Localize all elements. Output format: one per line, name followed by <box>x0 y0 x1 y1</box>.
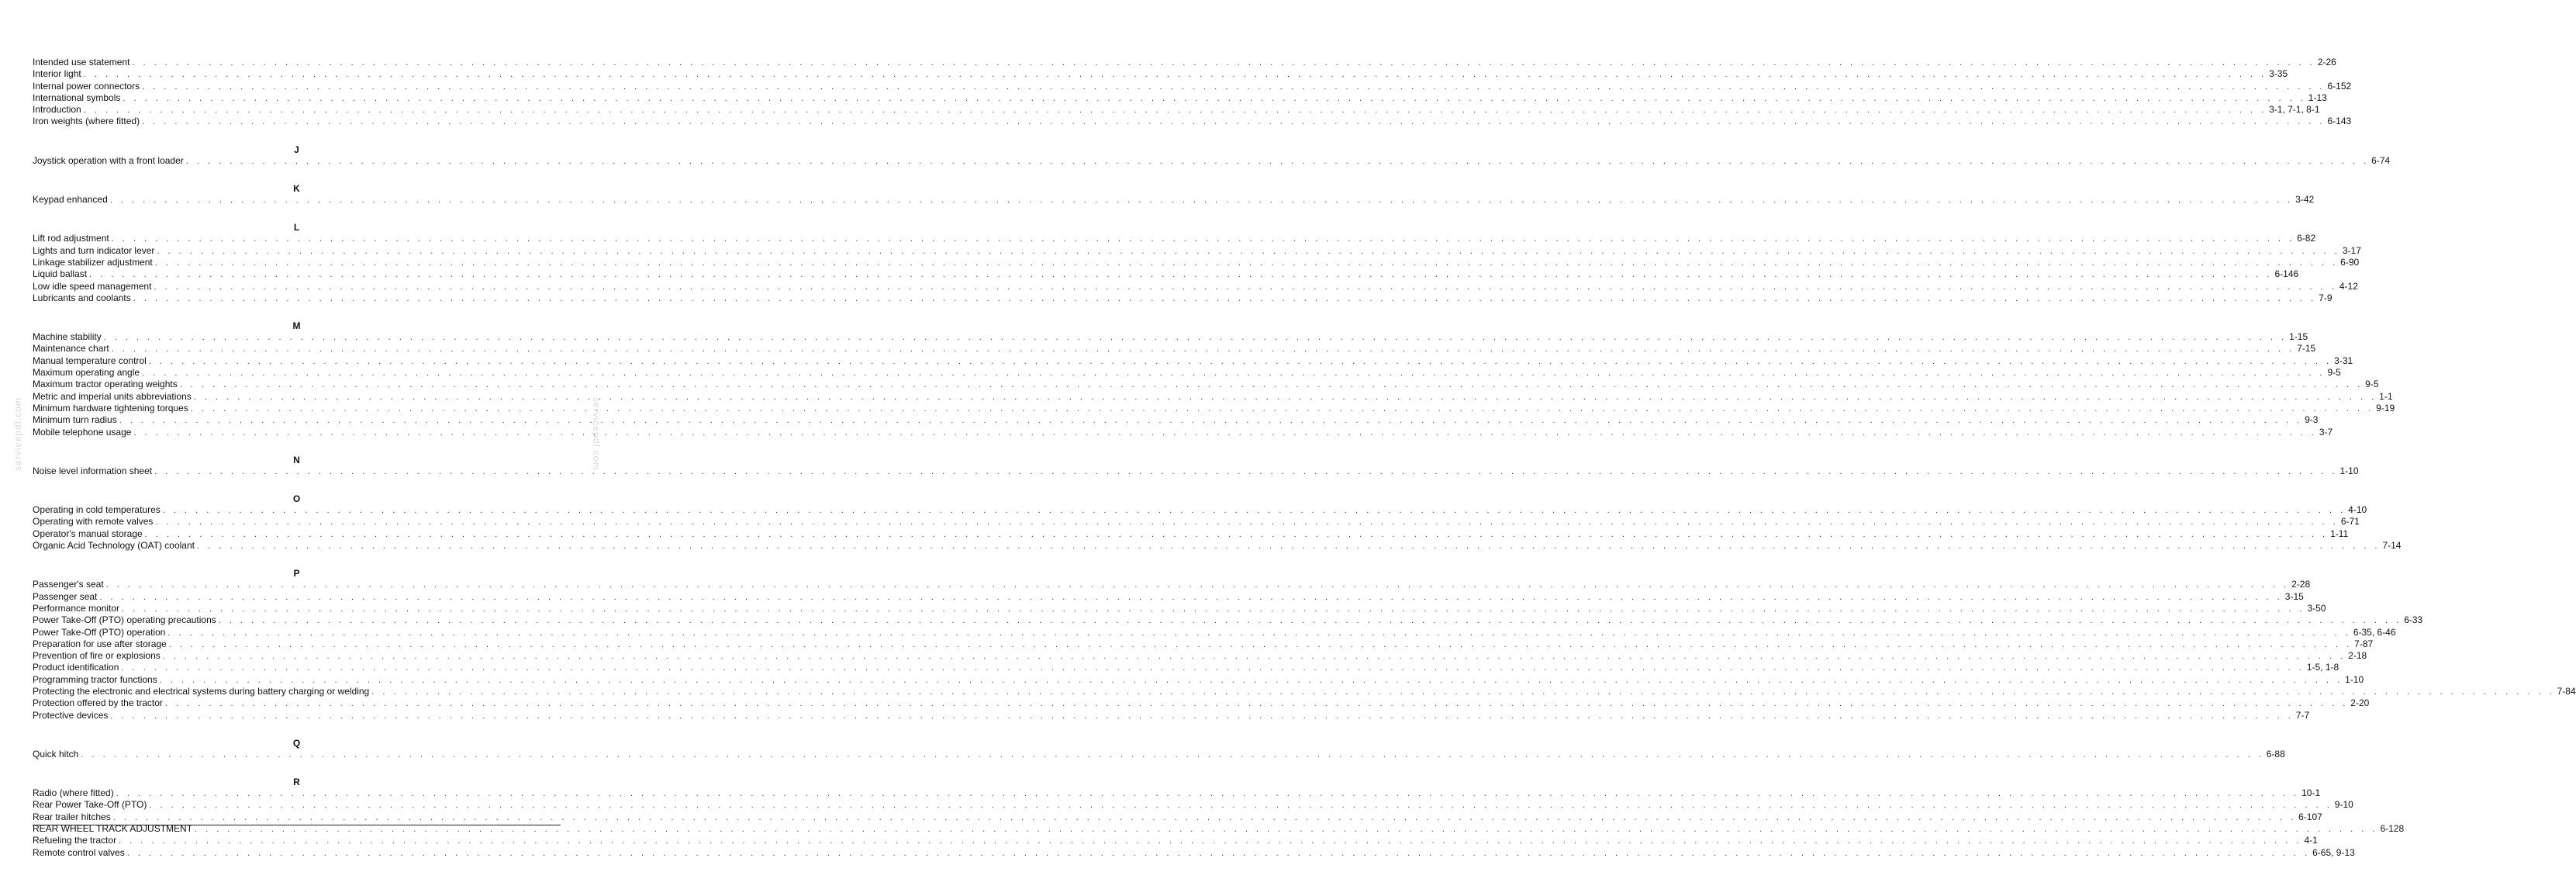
page-reference: 3-50 <box>2307 602 2326 614</box>
index-entry <box>33 465 2359 477</box>
dot-leader: . . . . . . . . . . . . . . . . . . . . . . . . . . . . . . . . . . . . . . . . . . . . . . . . . . . . . . . . . . . . . . . . . . . . . . . . . . . . . . . . . . . . . . . . . . . . . . . . . . . . . . . . . . . . . . . . . . . . . . . . . . . . . . . . . . . . . . . . . . . . . . . . . . . . . . . . . . . . . . . . . . . . . . . . . . . . . . . . . . . . . . . . . . . . . . . . . . . . . . . . <box>185 156 2370 166</box>
index-entry <box>33 414 2319 426</box>
index-term: Maximum tractor operating weights <box>33 379 178 390</box>
index-term: Interior light <box>33 68 81 80</box>
page-reference: 1-13 <box>2308 92 2327 103</box>
index-term: Radio (where fitted) <box>33 787 114 799</box>
page-reference: 9-5 <box>2365 379 2379 390</box>
dot-leader: . . . . . . . . . . . . . . . . . . . . . . . . . . . . . . . . . . . . . . . . . . . . . . . . . . . . . . . . . . . . . . . . . . . . . . . . . . . . . . . . . . . . . . . . . . . . . . . . . . . . . . . . . . . . . . . . . . . . . . . . . . . . . . . . . . . . . . . . . . . . . . . . . . . . . . . . . . . . . . . . . . . . . . . . . . . . . . . . . . . . . . . . . . . . . . . . . . . . . . . . <box>155 517 2339 528</box>
index-entry <box>33 57 2336 68</box>
page-reference: 6-71 <box>2340 516 2360 528</box>
index-term: Minimum hardware tightening torques <box>33 402 188 414</box>
page-reference: 10-1 <box>2301 787 2321 799</box>
dot-leader: . . . . . . . . . . . . . . . . . . . . . . . . . . . . . . . . . . . . . . . . . . . . . . . . . . . . . . . . . . . . . . . . . . . . . . . . . . . . . . . . . . . . . . . . . . . . . . . . . . . . . . . . . . . . . . . . . . . . . . . . . . . . . . . . . . . . . . . . . . . . . . . . . . . . . . . . . . . . . . . . . . . . . . . . . . . . . . . . . . . . . . . . . . . . . . . . . . . . . . . . <box>133 427 2317 438</box>
index-entry <box>33 799 2353 811</box>
dot-leader: . . . . . . . . . . . . . . . . . . . . . . . . . . . . . . . . . . . . . . . . . . . . . . . . . . . . . . . . . . . . . . . . . . . . . . . . . . . . . . . . . . . . . . . . . . . . . . . . . . . . . . . . . . . . . . . . . . . . . . . . . . . . . . . . . . . . . . . . . . . . . . . . . . . . . . . . . . . . . . . . . . . . . . . . . . . . . . . . . . . . . . . . . . . . . . . . . . . . . . . . <box>81 749 2264 760</box>
section-letter-n: N <box>293 454 300 465</box>
index-term: Lights and turn indicator lever <box>33 244 155 256</box>
page-reference: 9-5 <box>2327 367 2341 379</box>
dot-leader: . . . . . . . . . . . . . . . . . . . . . . . . . . . . . . . . . . . . . . . . . . . . . . . . . . . . . . . . . . . . . . . . . . . . . . . . . . . . . . . . . . . . . . . . . . . . . . . . . . . . . . . . . . . . . . . . . . . . . . . . . . . . . . . . . . . . . . . . . . . . . . . . . . . . . . . . . . . . . . . . . . . . . . . . . . . . . . . . . . . . . . . . . . . . . . . . . . . . . . . . <box>111 234 2295 244</box>
page-reference: 6-74 <box>2371 154 2391 166</box>
index-term: Metric and imperial units abbreviations <box>33 390 192 402</box>
dot-leader: . . . . . . . . . . . . . . . . . . . . . . . . . . . . . . . . . . . . . . . . . . . . . . . . . . . . . . . . . . . . . . . . . . . . . . . . . . . . . . . . . . . . . . . . . . . . . . . . . . . . . . . . . . . . . . . . . . . . . . . . . . . . . . . . . . . . . . . . . . . . . . . . . . . . . . . . . . . . . . . . . . . . . . . . . . . . . . . . . . . . . . . . . . . . . . . . . . . . . . . . <box>148 356 2333 366</box>
page-reference: 3-1, 7-1, 8-1 <box>2269 104 2320 116</box>
page-reference: 1-11 <box>2330 528 2349 539</box>
index-entry <box>33 590 2304 603</box>
section-letter-m: M <box>292 320 301 332</box>
dot-leader: . . . . . . . . . . . . . . . . . . . . . . . . . . . . . . . . . . . . . . . . . . . . . . . . . . . . . . . . . . . . . . . . . . . . . . . . . . . . . . . . . . . . . . . . . . . . . . . . . . . . . . . . . . . . . . . . . . . . . . . . . . . . . . . . . . . . . . . . . . . . . . . . . . . . . . . . . . . . . . . . . . . . . . . . . . . . . . . . . . . . . . . . . . . . . . . . . . . . . . . . <box>218 616 2402 626</box>
dot-leader: . . . . . . . . . . . . . . . . . . . . . . . . . . . . . . . . . . . . . . . . . . . . . . . . . . . . . . . . . . . . . . . . . . . . . . . . . . . . . . . . . . . . . . . . . . . . . . . . . . . . . . . . . . . . . . . . . . . . . . . . . . . . . . . . . . . . . . . . . . . . . . . . . . . . . . . . . . . . . . . . . . . . . . . . . . . . . . . . . . . . . . . . . . . . . . . . . . . . . . . . <box>110 711 2294 721</box>
index-entry <box>33 355 2353 367</box>
index-term: Organic Acid Technology (OAT) coolant <box>33 540 195 552</box>
index-entry <box>33 811 2322 823</box>
index-term: Passenger seat <box>33 590 98 602</box>
dot-leader: . . . . . . . . . . . . . . . . . . . . . . . . . . . . . . . . . . . . . . . . . . . . . . . . . . . . . . . . . . . . . . . . . . . . . . . . . . . . . . . . . . . . . . . . . . . . . . . . . . . . . . . . . . . . . . . . . . . . . . . . . . . . . . . . . . . . . . . . . . . . . . . . . . . . . . . . . . . . . . . . . . . . . . . . . . . . . . . . . . . . . . . . . . . . . . . . . . . . . . . . <box>126 848 2311 858</box>
dot-leader: . . . . . . . . . . . . . . . . . . . . . . . . . . . . . . . . . . . . . . . . . . . . . . . . . . . . . . . . . . . . . . . . . . . . . . . . . . . . . . . . . . . . . . . . . . . . . . . . . . . . . . . . . . . . . . . . . . . . . . . . . . . . . . . . . . . . . . . . . . . . . . . . . . . . . . . . . . . . . . . . . . . . . . . . . . . . . . . . . . . . . . . . . . . . . . . . . . . . . . . . <box>111 344 2295 355</box>
dot-leader: . . . . . . . . . . . . . . . . . . . . . . . . . . . . . . . . . . . . . . . . . . . . . . . . . . . . . . . . . . . . . . . . . . . . . . . . . . . . . . . . . . . . . . . . . . . . . . . . . . . . . . . . . . . . . . . . . . . . . . . . . . . . . . . . . . . . . . . . . . . . . . . . . . . . . . . . . . . . . . . . . . . . . . . . . . . . . . . . . . . . . . . . . . . . . . . . . . . . . . . . <box>371 687 2555 697</box>
index-entry <box>33 748 2285 760</box>
watermark-right: servicepdf.com <box>591 397 602 471</box>
index-entry <box>33 528 2349 540</box>
index-term: Preparation for use after storage <box>33 638 167 649</box>
index-term: Lift rod adjustment <box>33 233 109 244</box>
page-reference: 4-12 <box>2339 280 2358 292</box>
index-entry <box>33 697 2370 709</box>
index-term: Protective devices <box>33 709 109 721</box>
index-term: Operating in cold temperatures <box>33 504 161 516</box>
section-letter-q: Q <box>292 737 301 749</box>
dot-leader: . . . . . . . . . . . . . . . . . . . . . . . . . . . . . . . . . . . . . . . . . . . . . . . . . . . . . . . . . . . . . . . . . . . . . . . . . . . . . . . . . . . . . . . . . . . . . . . . . . . . . . . . . . . . . . . . . . . . . . . . . . . . . . . . . . . . . . . . . . . . . . . . . . . . . . . . . . . . . . . . . . . . . . . . . . . . . . . . . . . . . . . . . . . . . . . . . . . . . . . . <box>162 506 2346 516</box>
page-reference: 3-35 <box>2269 68 2288 80</box>
dot-leader: . . . . . . . . . . . . . . . . . . . . . . . . . . . . . . . . . . . . . . . . . . . . . . . . . . . . . . . . . . . . . . . . . . . . . . . . . . . . . . . . . . . . . . . . . . . . . . . . . . . . . . . . . . . . . . . . . . . . . . . . . . . . . . . . . . . . . . . . . . . . . . . . . . . . . . . . . . . . . . . . . . . . . . . . . . . . . . . . . . . . . . . . . . . . . . . . . . . . . . . . <box>99 592 2283 602</box>
page-reference: 1-15 <box>2289 331 2308 343</box>
page-reference: 1-10 <box>2339 465 2359 476</box>
watermark-left: servicepdf.com <box>12 397 23 471</box>
page-reference: 6-82 <box>2297 233 2316 244</box>
dot-leader: . . . . . . . . . . . . . . . . . . . . . . . . . . . . . . . . . . . . . . . . . . . . . . . . . . . . . . . . . . . . . . . . . . . . . . . . . . . . . . . . . . . . . . . . . . . . . . . . . . . . . . . . . . . . . . . . . . . . . . . . . . . . . . . . . . . . . . . . . . . . . . . . . . . . . . . . . . . . . . . . . . . . . . . . . . . . . . . . . . . . . . . . . . . . . . . . . . . . . . . . <box>193 392 2377 402</box>
page-reference: 6-146 <box>2274 268 2299 280</box>
index-entry <box>33 835 2318 846</box>
page-reference: 1-10 <box>2345 673 2364 685</box>
index-term: Lubricants and coolants <box>33 292 131 303</box>
dot-leader: . . . . . . . . . . . . . . . . . . . . . . . . . . . . . . . . . . . . . . . . . . . . . . . . . . . . . . . . . . . . . . . . . . . . . . . . . . . . . . . . . . . . . . . . . . . . . . . . . . . . . . . . . . . . . . . . . . . . . . . . . . . . . . . . . . . . . . . . . . . . . . . . . . . . . . . . . . . . . . . . . . . . . . . . . . . . . . . . . . . . . . . . . . . . . . . . . . . . . . . . <box>83 106 2267 116</box>
index-term: Keypad enhanced <box>33 194 108 206</box>
dot-leader: . . . . . . . . . . . . . . . . . . . . . . . . . . . . . . . . . . . . . . . . . . . . . . . . . . . . . . . . . . . . . . . . . . . . . . . . . . . . . . . . . . . . . . . . . . . . . . . . . . . . . . . . . . . . . . . . . . . . . . . . . . . . . . . . . . . . . . . . . . . . . . . . . . . . . . . . . . . . . . . . . . . . . . . . . . . . . . . . . . . . . . . . . . . . . . . . . . . . . . . . <box>103 333 2288 343</box>
page-reference: 7-7 <box>2295 709 2310 721</box>
dot-leader: . . . . . . . . . . . . . . . . . . . . . . . . . . . . . . . . . . . . . . . . . . . . . . . . . . . . . . . . . . . . . . . . . . . . . . . . . . . . . . . . . . . . . . . . . . . . . . . . . . . . . . . . . . . . . . . . . . . . . . . . . . . . . . . . . . . . . . . . . . . . . . . . . . . . . . . . . . . . . . . . . . . . . . . . . . . . . . . . . . . . . . . . . . . . . . . . . . . . . . . . <box>154 282 2337 292</box>
dot-leader: . . . . . . . . . . . . . . . . . . . . . . . . . . . . . . . . . . . . . . . . . . . . . . . . . . . . . . . . . . . . . . . . . . . . . . . . . . . . . . . . . . . . . . . . . . . . . . . . . . . . . . . . . . . . . . . . . . . . . . . . . . . . . . . . . . . . . . . . . . . . . . . . . . . . . . . . . . . . . . . . . . . . . . . . . . . . . . . . . . . . . . . . . . . . . . . . . . . . . . . . <box>190 403 2374 414</box>
page-reference: 3-7 <box>2319 426 2333 438</box>
index-term: Mobile telephone usage <box>33 426 132 438</box>
index-term: Intended use statement <box>33 57 130 67</box>
index-term: Operating with remote valves <box>33 516 154 528</box>
index-term: Liquid ballast <box>33 268 88 280</box>
index-entry <box>33 626 2396 638</box>
dot-leader: . . . . . . . . . . . . . . . . . . . . . . . . . . . . . . . . . . . . . . . . . . . . . . . . . . . . . . . . . . . . . . . . . . . . . . . . . . . . . . . . . . . . . . . . . . . . . . . . . . . . . . . . . . . . . . . . . . . . . . . . . . . . . . . . . . . . . . . . . . . . . . . . . . . . . . . . . . . . . . . . . . . . . . . . . . . . . . . . . . . . . . . . . . . . . . . . . . . . . . . . <box>154 466 2338 476</box>
index-entry <box>33 343 2316 355</box>
page-reference: 3-31 <box>2334 355 2353 366</box>
page-reference: 2-28 <box>2291 579 2311 590</box>
index-entry <box>33 256 2360 268</box>
index-term: Noise level information sheet <box>33 465 153 476</box>
dot-leader: . . . . . . . . . . . . . . . . . . . . . . . . . . . . . . . . . . . . . . . . . . . . . . . . . . . . . . . . . . . . . . . . . . . . . . . . . . . . . . . . . . . . . . . . . . . . . . . . . . . . . . . . . . . . . . . . . . . . . . . . . . . . . . . . . . . . . . . . . . . . . . . . . . . . . . . . . . . . . . . . . . . . . . . . . . . . . . . . . . . . . . . . . . . . . . . . . . . . . . . . <box>142 81 2326 92</box>
index-term: REAR WHEEL TRACK ADJUSTMENT <box>33 823 193 835</box>
page-reference: 6-152 <box>2327 80 2352 92</box>
index-term: Protection offered by the tractor <box>33 697 163 709</box>
index-entry <box>33 268 2299 280</box>
dot-leader: . . . . . . . . . . . . . . . . . . . . . . . . . . . . . . . . . . . . . . . . . . . . . . . . . . . . . . . . . . . . . . . . . . . . . . . . . . . . . . . . . . . . . . . . . . . . . . . . . . . . . . . . . . . . . . . . . . . . . . . . . . . . . . . . . . . . . . . . . . . . . . . . . . . . . . . . . . . . . . . . . . . . . . . . . . . . . . . . . . . . . . . . . . . . . . . . . . . . . . . . <box>149 801 2333 811</box>
dot-leader: . . . . . . . . . . . . . . . . . . . . . . . . . . . . . . . . . . . . . . . . . . . . . . . . . . . . . . . . . . . . . . . . . . . . . . . . . . . . . . . . . . . . . . . . . . . . . . . . . . . . . . . . . . . . . . . . . . . . . . . . . . . . . . . . . . . . . . . . . . . . . . . . . . . . . . . . . . . . . . . . . . . . . . . . . . . . . . . . . . . . . . . . . . . . . . . . . . . . . . . . <box>144 529 2329 539</box>
dot-leader: . . . . . . . . . . . . . . . . . . . . . . . . . . . . . . . . . . . . . . . . . . . . . . . . . . . . . . . . . . . . . . . . . . . . . . . . . . . . . . . . . . . . . . . . . . . . . . . . . . . . . . . . . . . . . . . . . . . . . . . . . . . . . . . . . . . . . . . . . . . . . . . . . . . . . . . . . . . . . . . . . . . . . . . . . . . . . . . . . . . . . . . . . . . . . . . . . . . . . . . . <box>123 93 2306 103</box>
index-entry <box>33 614 2423 626</box>
index-entry <box>33 516 2360 528</box>
index-entry <box>33 154 2391 167</box>
index-term: International symbols <box>33 92 121 103</box>
page-reference: 6-143 <box>2327 116 2352 127</box>
section-letter-r: R <box>293 777 300 788</box>
index-term: Iron weights (where fitted) <box>33 116 140 127</box>
index-entry <box>33 402 2395 414</box>
page-reference: 6-65, 9-13 <box>2312 846 2355 858</box>
dot-leader: . . . . . . . . . . . . . . . . . . . . . . . . . . . . . . . . . . . . . . . . . . . . . . . . . . . . . . . . . . . . . . . . . . . . . . . . . . . . . . . . . . . . . . . . . . . . . . . . . . . . . . . . . . . . . . . . . . . . . . . . . . . . . . . . . . . . . . . . . . . . . . . . . . . . . . . . . . . . . . . . . . . . . . . . . . . . . . . . . . . . . . . . . . . . . . . . . . . . . . . . <box>109 196 2294 206</box>
dot-leader: . . . . . . . . . . . . . . . . . . . . . . . . . . . . . . . . . . . . . . . . . . . . . . . . . . . . . . . . . . . . . . . . . . . . . . . . . . . . . . . . . . . . . . . . . . . . . . . . . . . . . . . . . . . . . . . . . . . . . . . . . . . . . . . . . . . . . . . . . . . . . . . . . . . . . . . . . . . . . . . . . . . . . . . . . . . . . . . . . . . . . . . . . . . . . . . . . . . . . . . . <box>195 825 2378 835</box>
page-reference: 7-9 <box>2319 292 2333 303</box>
dot-leader: . . . . . . . . . . . . . . . . . . . . . . . . . . . . . . . . . . . . . . . . . . . . . . . . . . . . . . . . . . . . . . . . . . . . . . . . . . . . . . . . . . . . . . . . . . . . . . . . . . . . . . . . . . . . . . . . . . . . . . . . . . . . . . . . . . . . . . . . . . . . . . . . . . . . . . . . . . . . . . . . . . . . . . . . . . . . . . . . . . . . . . . . . . . . . . . . . . . . . . . . <box>121 663 2305 673</box>
dot-leader: . . . . . . . . . . . . . . . . . . . . . . . . . . . . . . . . . . . . . . . . . . . . . . . . . . . . . . . . . . . . . . . . . . . . . . . . . . . . . . . . . . . . . . . . . . . . . . . . . . . . . . . . . . . . . . . . . . . . . . . . . . . . . . . . . . . . . . . . . . . . . . . . . . . . . . . . . . . . . . . . . . . . . . . . . . . . . . . . . . . . . . . . . . . . . . . . . . . . . . . . <box>119 836 2302 846</box>
index-entry <box>33 709 2310 721</box>
index-term: Linkage stabilizer adjustment <box>33 256 153 268</box>
dot-leader: . . . . . . . . . . . . . . . . . . . . . . . . . . . . . . . . . . . . . . . . . . . . . . . . . . . . . . . . . . . . . . . . . . . . . . . . . . . . . . . . . . . . . . . . . . . . . . . . . . . . . . . . . . . . . . . . . . . . . . . . . . . . . . . . . . . . . . . . . . . . . . . . . . . . . . . . . . . . . . . . . . . . . . . . . . . . . . . . . . . . . . . . . . . . . . . . . . . . . . . . <box>133 293 2317 303</box>
index-entry <box>33 426 2333 438</box>
dot-leader: . . . . . . . . . . . . . . . . . . . . . . . . . . . . . . . . . . . . . . . . . . . . . . . . . . . . . . . . . . . . . . . . . . . . . . . . . . . . . . . . . . . . . . . . . . . . . . . . . . . . . . . . . . . . . . . . . . . . . . . . . . . . . . . . . . . . . . . . . . . . . . . . . . . . . . . . . . . . . . . . . . . . . . . . . . . . . . . . . . . . . . . . . . . . . . . . . . . . . . . . <box>162 652 2346 662</box>
dot-leader: . . . . . . . . . . . . . . . . . . . . . . . . . . . . . . . . . . . . . . . . . . . . . . . . . . . . . . . . . . . . . . . . . . . . . . . . . . . . . . . . . . . . . . . . . . . . . . . . . . . . . . . . . . . . . . . . . . . . . . . . . . . . . . . . . . . . . . . . . . . . . . . . . . . . . . . . . . . . . . . . . . . . . . . . . . . . . . . . . . . . . . . . . . . . . . . . . . . . . . . . <box>89 270 2273 280</box>
page-reference: 6-90 <box>2340 256 2360 268</box>
dot-leader: . . . . . . . . . . . . . . . . . . . . . . . . . . . . . . . . . . . . . . . . . . . . . . . . . . . . . . . . . . . . . . . . . . . . . . . . . . . . . . . . . . . . . . . . . . . . . . . . . . . . . . . . . . . . . . . . . . . . . . . . . . . . . . . . . . . . . . . . . . . . . . . . . . . . . . . . . . . . . . . . . . . . . . . . . . . . . . . . . . . . . . . . . . . . . . . . . . . . . . . . <box>142 369 2326 379</box>
index-term: Maintenance chart <box>33 343 109 355</box>
index-entry <box>33 331 2308 343</box>
index-entry <box>33 280 2358 292</box>
index-entry <box>33 390 2393 403</box>
dot-leader: . . . . . . . . . . . . . . . . . . . . . . . . . . . . . . . . . . . . . . . . . . . . . . . . . . . . . . . . . . . . . . . . . . . . . . . . . . . . . . . . . . . . . . . . . . . . . . . . . . . . . . . . . . . . . . . . . . . . . . . . . . . . . . . . . . . . . . . . . . . . . . . . . . . . . . . . . . . . . . . . . . . . . . . . . . . . . . . . . . . . . . . . . . . . . . . . . . . . . . . . <box>167 628 2351 638</box>
page-reference: 3-15 <box>2284 590 2304 602</box>
index-entry <box>33 80 2352 92</box>
section-letter-l: L <box>293 222 300 234</box>
dot-leader: . . . . . . . . . . . . . . . . . . . . . . . . . . . . . . . . . . . . . . . . . . . . . . . . . . . . . . . . . . . . . . . . . . . . . . . . . . . . . . . . . . . . . . . . . . . . . . . . . . . . . . . . . . . . . . . . . . . . . . . . . . . . . . . . . . . . . . . . . . . . . . . . . . . . . . . . . . . . . . . . . . . . . . . . . . . . . . . . . . . . . . . . . . . . . . . . . . . . . . . . <box>132 58 2315 67</box>
index-entry <box>33 685 2576 697</box>
index-term: Performance monitor <box>33 602 120 614</box>
index-entry <box>33 638 2374 650</box>
dot-leader: . . . . . . . . . . . . . . . . . . . . . . . . . . . . . . . . . . . . . . . . . . . . . . . . . . . . . . . . . . . . . . . . . . . . . . . . . . . . . . . . . . . . . . . . . . . . . . . . . . . . . . . . . . . . . . . . . . . . . . . . . . . . . . . . . . . . . . . . . . . . . . . . . . . . . . . . . . . . . . . . . . . . . . . . . . . . . . . . . . . . . . . . . . . . . . . . . . . . . . . . <box>159 675 2343 685</box>
index-entry <box>33 244 2361 257</box>
page-reference: 9-10 <box>2334 799 2353 811</box>
dot-leader: . . . . . . . . . . . . . . . . . . . . . . . . . . . . . . . . . . . . . . . . . . . . . . . . . . . . . . . . . . . . . . . . . . . . . . . . . . . . . . . . . . . . . . . . . . . . . . . . . . . . . . . . . . . . . . . . . . . . . . . . . . . . . . . . . . . . . . . . . . . . . . . . . . . . . . . . . . . . . . . . . . . . . . . . . . . . . . . . . . . . . . . . . . . . . . . . . . . . . . . . <box>154 258 2339 268</box>
index-entry <box>33 540 2402 552</box>
page-reference: 6-35, 6-46 <box>2353 626 2396 638</box>
index-term: Rear trailer hitches <box>33 811 111 822</box>
index-term: Manual temperature control <box>33 355 147 366</box>
section-letter-o: O <box>292 493 301 505</box>
page-reference: 3-42 <box>2295 194 2315 206</box>
index-term: Operator's manual storage <box>33 528 143 539</box>
index-entry <box>33 104 2320 116</box>
page-reference: 6-107 <box>2298 811 2322 822</box>
page-reference: 2-20 <box>2350 697 2370 709</box>
page-reference: 1-1 <box>2379 390 2393 402</box>
index-entry <box>33 292 2333 304</box>
index-entry <box>33 504 2367 516</box>
dot-leader: . . . . . . . . . . . . . . . . . . . . . . . . . . . . . . . . . . . . . . . . . . . . . . . . . . . . . . . . . . . . . . . . . . . . . . . . . . . . . . . . . . . . . . . . . . . . . . . . . . . . . . . . . . . . . . . . . . . . . . . . . . . . . . . . . . . . . . . . . . . . . . . . . . . . . . . . . . . . . . . . . . . . . . . . . . . . . . . . . . . . . . . . . . . . . . . . . . . . . . . . <box>168 639 2353 649</box>
page-reference: 2-26 <box>2317 57 2336 67</box>
dot-leader: . . . . . . . . . . . . . . . . . . . . . . . . . . . . . . . . . . . . . . . . . . . . . . . . . . . . . . . . . . . . . . . . . . . . . . . . . . . . . . . . . . . . . . . . . . . . . . . . . . . . . . . . . . . . . . . . . . . . . . . . . . . . . . . . . . . . . . . . . . . . . . . . . . . . . . . . . . . . . . . . . . . . . . . . . . . . . . . . . . . . . . . . . . . . . . . . . . . . . . . . <box>197 542 2381 552</box>
dot-leader: . . . . . . . . . . . . . . . . . . . . . . . . . . . . . . . . . . . . . . . . . . . . . . . . . . . . . . . . . . . . . . . . . . . . . . . . . . . . . . . . . . . . . . . . . . . . . . . . . . . . . . . . . . . . . . . . . . . . . . . . . . . . . . . . . . . . . . . . . . . . . . . . . . . . . . . . . . . . . . . . . . . . . . . . . . . . . . . . . . . . . . . . . . . . . . . . . . . . . . . . <box>157 246 2340 256</box>
index-entry <box>33 92 2327 104</box>
index-term: Machine stability <box>33 331 102 343</box>
page-reference: 7-87 <box>2354 638 2374 649</box>
index-term: Refueling the tractor <box>33 835 117 846</box>
index-entry <box>33 194 2315 206</box>
index-entry <box>33 579 2311 590</box>
page-reference: 1-5, 1-8 <box>2306 662 2339 673</box>
index-entry <box>33 379 2379 390</box>
dot-leader: . . . . . . . . . . . . . . . . . . . . . . . . . . . . . . . . . . . . . . . . . . . . . . . . . . . . . . . . . . . . . . . . . . . . . . . . . . . . . . . . . . . . . . . . . . . . . . . . . . . . . . . . . . . . . . . . . . . . . . . . . . . . . . . . . . . . . . . . . . . . . . . . . . . . . . . . . . . . . . . . . . . . . . . . . . . . . . . . . . . . . . . . . . . . . . . . . . . . . . . . <box>142 117 2326 127</box>
index-term: Low idle speed management <box>33 280 152 292</box>
page-reference: 7-15 <box>2297 343 2316 355</box>
index-term: Maximum operating angle <box>33 367 140 379</box>
index-term: Power Take-Off (PTO) operating precautions <box>33 614 216 626</box>
dot-leader: . . . . . . . . . . . . . . . . . . . . . . . . . . . . . . . . . . . . . . . . . . . . . . . . . . . . . . . . . . . . . . . . . . . . . . . . . . . . . . . . . . . . . . . . . . . . . . . . . . . . . . . . . . . . . . . . . . . . . . . . . . . . . . . . . . . . . . . . . . . . . . . . . . . . . . . . . . . . . . . . . . . . . . . . . . . . . . . . . . . . . . . . . . . . . . . . . . . . . . . . <box>105 580 2290 590</box>
page-reference: 4-1 <box>2304 835 2318 846</box>
index-term: Minimum turn radius <box>33 414 117 426</box>
index-entry <box>33 68 2288 80</box>
dot-leader: . . . . . . . . . . . . . . . . . . . . . . . . . . . . . . . . . . . . . . . . . . . . . . . . . . . . . . . . . . . . . . . . . . . . . . . . . . . . . . . . . . . . . . . . . . . . . . . . . . . . . . . . . . . . . . . . . . . . . . . . . . . . . . . . . . . . . . . . . . . . . . . . . . . . . . . . . . . . . . . . . . . . . . . . . . . . . . . . . . . . . . . . . . . . . . . . . . . . . . . . <box>83 70 2267 80</box>
index-term: Passenger's seat <box>33 579 104 590</box>
index-entry <box>33 602 2326 614</box>
index-term: Rear Power Take-Off (PTO) <box>33 799 147 811</box>
page-reference: 2-18 <box>2348 650 2367 662</box>
index-entry <box>33 673 2364 686</box>
index-entry <box>33 846 2355 859</box>
page-reference: 7-84 <box>2557 685 2576 697</box>
index-term: Power Take-Off (PTO) operation <box>33 626 166 638</box>
index-term: Introduction <box>33 104 81 116</box>
index-entry <box>33 662 2339 673</box>
index-term: Product identification <box>33 662 119 673</box>
index-term: Quick hitch <box>33 748 79 760</box>
dot-leader: . . . . . . . . . . . . . . . . . . . . . . . . . . . . . . . . . . . . . . . . . . . . . . . . . . . . . . . . . . . . . . . . . . . . . . . . . . . . . . . . . . . . . . . . . . . . . . . . . . . . . . . . . . . . . . . . . . . . . . . . . . . . . . . . . . . . . . . . . . . . . . . . . . . . . . . . . . . . . . . . . . . . . . . . . . . . . . . . . . . . . . . . . . . . . . . . . . . . . . . . <box>164 699 2349 709</box>
dot-leader: . . . . . . . . . . . . . . . . . . . . . . . . . . . . . . . . . . . . . . . . . . . . . . . . . . . . . . . . . . . . . . . . . . . . . . . . . . . . . . . . . . . . . . . . . . . . . . . . . . . . . . . . . . . . . . . . . . . . . . . . . . . . . . . . . . . . . . . . . . . . . . . . . . . . . . . . . . . . . . . . . . . . . . . . . . . . . . . . . . . . . . . . . . . . . . . . . . . . . . . . <box>122 604 2305 614</box>
dot-leader: . . . . . . . . . . . . . . . . . . . . . . . . . . . . . . . . . . . . . . . . . . . . . . . . . . . . . . . . . . . . . . . . . . . . . . . . . . . . . . . . . . . . . . . . . . . . . . . . . . . . . . . . . . . . . . . . . . . . . . . . . . . . . . . . . . . . . . . . . . . . . . . . . . . . . . . . . . . . . . . . . . . . . . . . . . . . . . . . . . . . . . . . . . . . . . . . . . . . . . . . <box>112 812 2297 822</box>
page-reference: 7-14 <box>2382 540 2402 552</box>
index-entry <box>33 116 2352 127</box>
section-letter-p: P <box>293 568 300 580</box>
index-term: Protecting the electronic and electrical systems during battery charging or welding <box>33 685 370 697</box>
page-reference: 3-17 <box>2342 244 2361 256</box>
page-reference: 9-3 <box>2305 414 2319 426</box>
index-entry <box>33 367 2341 379</box>
index-entry <box>33 787 2321 799</box>
index-term: Programming tractor functions <box>33 673 157 685</box>
page-reference: 6-33 <box>2404 614 2423 626</box>
section-letter-j: J <box>294 144 299 155</box>
index-term: Remote control valves <box>33 846 125 858</box>
index-term: Prevention of fire or explosions <box>33 650 161 662</box>
index-entry <box>33 233 2316 244</box>
dot-leader: . . . . . . . . . . . . . . . . . . . . . . . . . . . . . . . . . . . . . . . . . . . . . . . . . . . . . . . . . . . . . . . . . . . . . . . . . . . . . . . . . . . . . . . . . . . . . . . . . . . . . . . . . . . . . . . . . . . . . . . . . . . . . . . . . . . . . . . . . . . . . . . . . . . . . . . . . . . . . . . . . . . . . . . . . . . . . . . . . . . . . . . . . . . . . . . . . . . . . . . . <box>116 789 2300 799</box>
page-reference: 9-19 <box>2376 402 2395 414</box>
index-term: Internal power connectors <box>33 80 140 92</box>
dot-leader: . . . . . . . . . . . . . . . . . . . . . . . . . . . . . . . . . . . . . . . . . . . . . . . . . . . . . . . . . . . . . . . . . . . . . . . . . . . . . . . . . . . . . . . . . . . . . . . . . . . . . . . . . . . . . . . . . . . . . . . . . . . . . . . . . . . . . . . . . . . . . . . . . . . . . . . . . . . . . . . . . . . . . . . . . . . . . . . . . . . . . . . . . . . . . . . . . . . . . . . . <box>119 416 2303 426</box>
section-letter-k: K <box>293 183 300 195</box>
index-term: Joystick operation with a front loader <box>33 154 184 166</box>
page-reference: 6-128 <box>2380 823 2405 835</box>
dot-leader: . . . . . . . . . . . . . . . . . . . . . . . . . . . . . . . . . . . . . . . . . . . . . . . . . . . . . . . . . . . . . . . . . . . . . . . . . . . . . . . . . . . . . . . . . . . . . . . . . . . . . . . . . . . . . . . . . . . . . . . . . . . . . . . . . . . . . . . . . . . . . . . . . . . . . . . . . . . . . . . . . . . . . . . . . . . . . . . . . . . . . . . . . . . . . . . . . . . . . . . . <box>179 380 2364 390</box>
index-entry <box>33 650 2367 662</box>
page-reference: 6-88 <box>2266 748 2285 760</box>
page-reference: 4-10 <box>2348 504 2367 516</box>
